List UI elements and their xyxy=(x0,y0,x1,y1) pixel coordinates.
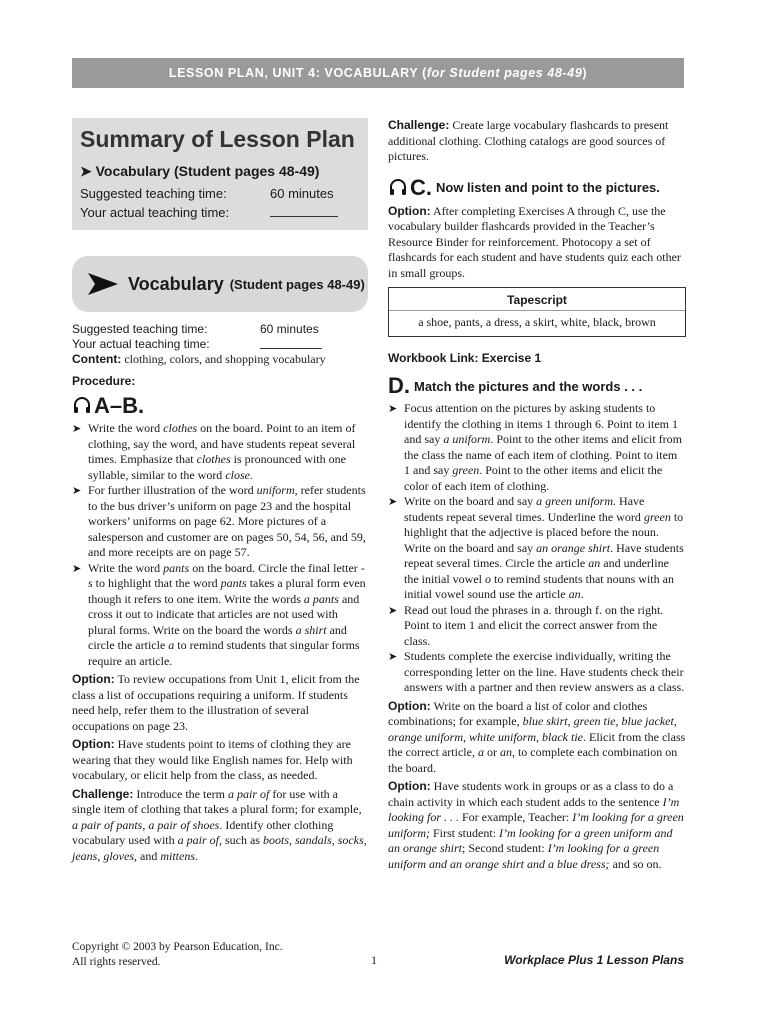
section-c-letter: C. xyxy=(410,174,432,200)
header-italic: for Student pages 48-49 xyxy=(426,66,583,80)
right-column xyxy=(388,118,686,872)
section-d-heading xyxy=(388,373,686,399)
section-d-text: Match the pictures and the words . . . xyxy=(414,378,643,394)
summary-title: Summary of Lesson Plan xyxy=(80,126,355,152)
header-main: LESSON PLAN, UNIT 4: VOCABULARY ( xyxy=(168,66,427,80)
footer-copyright: Copyright © 2003 by Pearson Education, Inc. All rights reserved. xyxy=(72,941,283,968)
vocabulary-title: Vocabulary xyxy=(128,273,224,294)
list-item: ➤ Write the word pants on the board. Circle the final letter -s to highlight that the word pants takes a plural form even though it refers to one item. Write the words a pants and cross it out to indicate that articles are not used with plural forms. Write on the board the words a shirt and circle the article a to remind students that singular forms require an article. xyxy=(72,561,368,670)
actual-time-blank xyxy=(270,203,338,217)
page-number: 1 xyxy=(371,953,377,967)
suggested-time-row xyxy=(80,184,360,203)
actual-time-row xyxy=(72,337,368,352)
vocabulary-banner xyxy=(72,256,368,312)
section-ab-list xyxy=(72,421,368,669)
list-item: ➤ Read out loud the phrases in a. through f. on the right. Point to item 1 and elicit the correct answer from the class. xyxy=(388,603,686,650)
option-point-clothing: Option: Have students point to items of clothing they are wearing that they would like English names for. Help with vocabulary, or elicit help from the class, as needed. xyxy=(72,737,353,782)
suggested-time-label: Suggested teaching time: xyxy=(72,322,208,336)
procedure-label: Procedure: xyxy=(72,373,136,388)
list-item: ➤ Focus attention on the pictures by asking students to identify the clothing in items 1 through 6. Point to item 1 and say a uniform. Point to the other items and elicit from the class the name of each item of clothing. Point to item 1 and say green. Point to the other items and elicit the color of each item of clothing. xyxy=(388,401,686,494)
headphones-icon xyxy=(388,178,408,198)
section-d-list xyxy=(388,401,686,696)
actual-time-label: Your actual teaching time: xyxy=(80,205,230,220)
option-flashcards: Option: After completing Exercises A through C, use the vocabulary builder flashcards provided in the Teacher’s Resource Binder for reinforcement. Photocopy a set of flashcards for each student and have students quiz each other in small groups. xyxy=(388,203,681,280)
section-ab-letter: A–B. xyxy=(94,393,145,418)
summary-subtitle xyxy=(80,163,360,180)
header-close: ) xyxy=(582,66,588,80)
left-column xyxy=(72,118,368,864)
list-item: ➤ For further illustration of the word uniform, refer students to the bus driver’s uniform on page 23 and the hospital workers’ uniforms on page 62. More pictures of a salesperson and customer are on pages 50, 54, 56, and 59, and more receipts are on page 57. xyxy=(72,483,368,561)
suggested-time-row xyxy=(72,322,368,337)
suggested-time-value: 60 minutes xyxy=(270,186,334,201)
section-c-heading xyxy=(388,175,686,201)
section-d-letter: D. xyxy=(388,373,410,398)
headphones-icon xyxy=(72,396,92,416)
actual-time-blank xyxy=(260,337,322,349)
content-line xyxy=(72,352,368,368)
list-item: ➤ Students complete the exercise individually, writing the corresponding letter on the line. Have students check their answers with a partner and then review answers as a class. xyxy=(388,649,686,696)
tapescript-text: a shoe, pants, a dress, a skirt, white, black, brown xyxy=(418,315,656,329)
section-ab-heading xyxy=(72,393,368,419)
challenge-flashcards: Challenge: Create large vocabulary flashcards to present additional clothing. Clothing catalogs are good sources of pictures. xyxy=(388,118,669,163)
summary-box xyxy=(72,118,368,230)
list-item: ➤ Write the word clothes on the board. Point to an item of clothing, say the word, and have students repeat several times. Emphasize that clothes is pronounced with one syllable, similar to the word close. xyxy=(72,421,368,483)
arrow-icon xyxy=(86,271,120,297)
challenge-pair-of: Challenge: Introduce the term a pair of for use with a single item of clothing that takes a plural form; for example, a pair of pants, a pair of shoes. Identify other clothing vocabulary used with a pair of, such as boots, sandals, socks, jeans, gloves, and mittens. xyxy=(72,786,367,863)
actual-time-label: Your actual teaching time: xyxy=(72,337,210,351)
vocabulary-subtitle: (Student pages 48-49) xyxy=(229,276,365,292)
option-color-combinations: Option: Write on the board a list of color and clothes combinations; for example, blue skirt, green tie, blue jacket, orange uniform, white uniform, black tie. Elicit from the class the correct article, a or an, to complete each combination on the board. xyxy=(388,698,686,775)
section-c-text: Now listen and point to the pictures. xyxy=(436,180,660,195)
list-item: ➤ Write on the board and say a green uniform. Have students repeat several times. Underline the word green to highlight that the adjective is placed before the noun. Write on the board and say an orange shirt. Have students repeat several times. Circle the article an and underline the initial vowel o to remind students that nouns with an initial vowel sound use the article an. xyxy=(388,494,686,603)
summary-sub-text: Vocabulary (Student pages 48-49) xyxy=(95,163,320,179)
actual-time-row xyxy=(80,203,360,222)
tapescript-title: Tapescript xyxy=(389,290,685,311)
workbook-link: Workbook Link: Exercise 1 xyxy=(388,351,542,365)
option-chain-activity: Option: Have students work in groups or as a class to do a chain activity in which each student adds to the sentence I’m looking for . . . For example, Teacher: I’m looking for a green uniform; First student: I’m looking for a green uniform and an orange shirt; Second student: I’m looking for a green uniform and an orange shirt and a blue dress; and so on. xyxy=(388,779,684,871)
content-text: clothing, colors, and shopping vocabulary xyxy=(124,352,326,366)
suggested-time-label: Suggested teaching time: xyxy=(80,186,227,201)
tapescript-box xyxy=(388,287,686,337)
suggested-time-value: 60 minutes xyxy=(260,322,319,336)
option-occupations: Option: To review occupations from Unit 1, elicit from the class a list of occupations requiring a uniform. If students need help, refer them to the illustration of several occupations on page 23. xyxy=(72,672,360,733)
content-label: Content: xyxy=(72,352,122,366)
arrow-icon: ➤ xyxy=(80,163,92,179)
page-header xyxy=(72,58,684,88)
footer-brand: Workplace Plus 1 Lesson Plans xyxy=(504,953,684,967)
